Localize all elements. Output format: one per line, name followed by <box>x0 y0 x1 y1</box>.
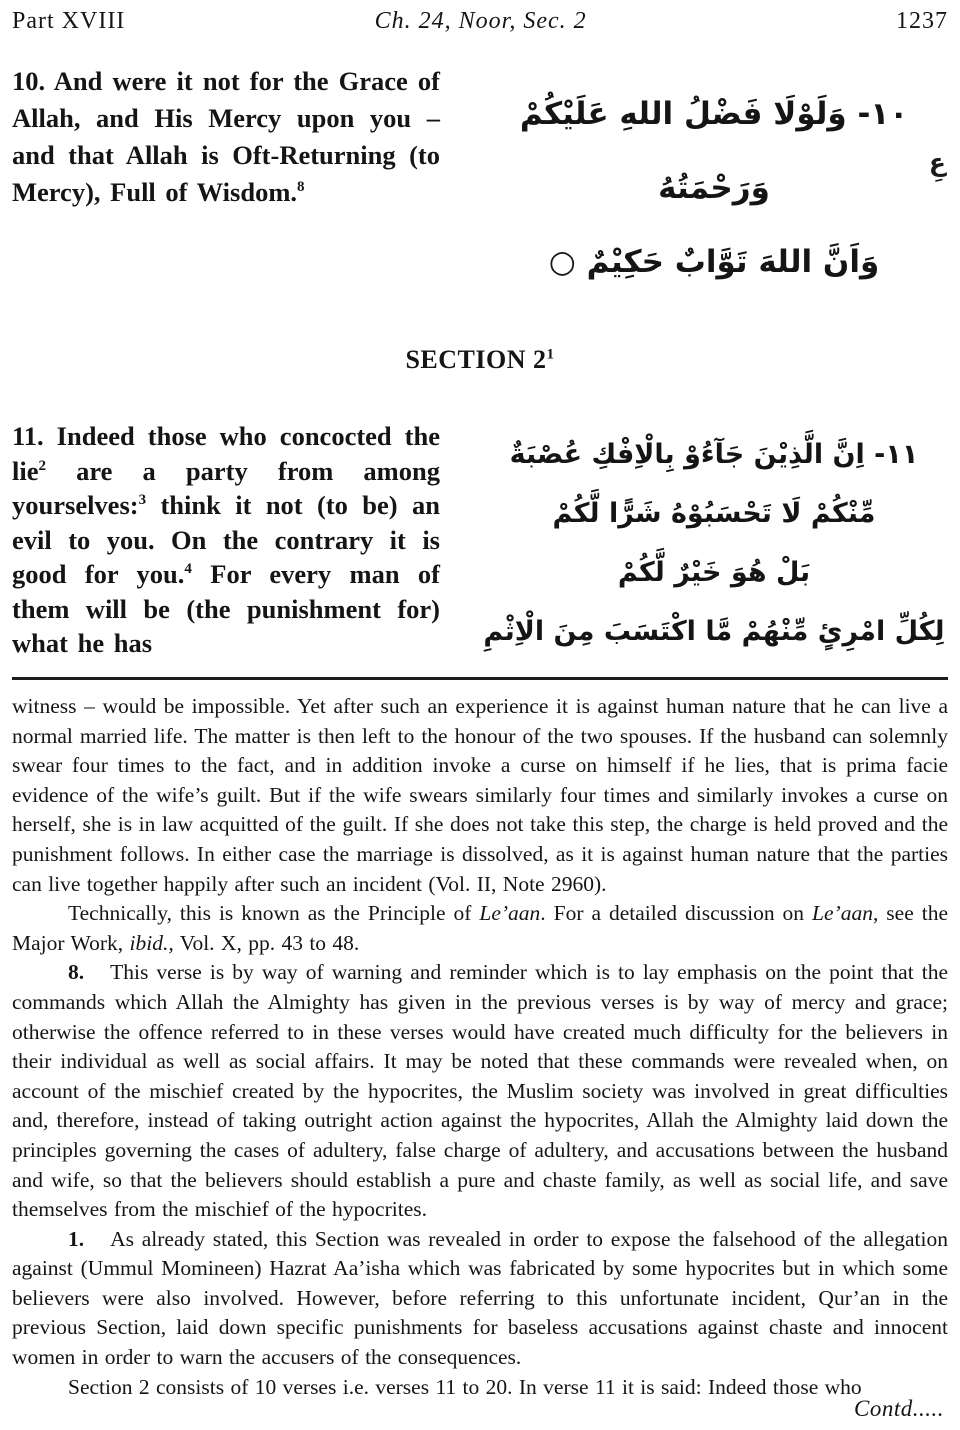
ruku-marker: عِ <box>928 148 946 177</box>
section-heading-footnote-ref: 1 <box>546 346 555 363</box>
footnote-divider <box>12 677 948 680</box>
verse-11-arabic-text: ١١- اِنَّ الَّذِيْنَ جَآءُوْ بِالْاِفْكِ عُصْبَةٌ مِّنْكُمْ لَا تَحْسَبُوْهُ شَرًّا لَّكُمْ بَلْ هُوَ خَيْرٌ لَّكُمْ لِكُلِّ امْرِئٍ مِّنْهُمْ مَّا اكْتَسَبَ مِنَ الْاِثْمِ <box>483 439 945 647</box>
verse-10-translation: 10. And were it not for the Grace of Allah, and His Mercy upon you – and that Allah is Oft-Returning (to Mercy), Full of Wisdom.$^8$ <box>12 66 440 207</box>
section-heading-label: SECTION 2 <box>405 345 547 374</box>
footnote-paragraph: Section 2 consists of 10 verses i.e. verses 11 to 20. In verse 11 it is said: Indeed those who <box>68 1374 862 1399</box>
header-page-number: 1237 <box>896 8 948 34</box>
footnotes-section <box>12 692 948 1402</box>
header-part-label: Part XVIII <box>12 8 126 34</box>
contd-label: Contd..... <box>854 1396 944 1421</box>
footnote-paragraph: witness – would be impossible. Yet after such an experience it is against human nature that he can live a normal married life. The matter is then left to the honour of the two spouses. If the husband can solemnly swear four times to the fact, and in addition invoke a curse on himself if he lies, that is prima facie evidence of the wife’s guilt. But if the wife swears similarly four times and similarly invokes a curse on herself, she is in law acquitted of the guilt. If she does not take this step, the charge is held proved and the punishment follows. In either case the marriage is dissolved, as it is against human nature that the parties can live together happily after such an incident (Vol. II, Note 2960). <box>12 694 948 896</box>
verse-10-arabic-text: ١٠- وَلَوْلَا فَضْلُ اللهِ عَلَيْكُمْ وَرَحْمَتُهُ وَاَنَّ اللهَ تَوَّابٌ حَكِيْمٌ ○ <box>519 96 909 280</box>
verse-11-row <box>12 419 948 661</box>
footnote-paragraph: 1. As already stated, this Section was revealed in order to expose the falsehood of the allegation against (Ummul Momineen) Hazrat Aa’isha which was fabricated by some hypocrites but in which some believers were also involved. However, before referring to this unfortunate incident, Qur’an in the previous Section, laid down specific punishments for baseless accusations against chaste and innocent women in order to warn the accusers of the consequences. <box>12 1226 948 1370</box>
verse-11-translation: 11. Indeed those who concocted the lie$^2$ are a party from among yourselves:$^3$ think it not (to be) an evil to you. On the contrary it is good for you.$^4$ For every man of them will be (the punishment for) what he has <box>12 421 440 658</box>
header-chapter-label: Ch. 24, Noor, Sec. 2 <box>374 8 587 34</box>
footnote-paragraph: 8. This verse is by way of warning and reminder which is to lay emphasis on the point that the commands which Allah the Almighty has given in the previous verses is by way of mercy and grace; otherwise the offence referred to in these verses would have created much difficulty for the believers in their individual as well as social affairs. It may be noted that these commands were revealed when, on account of the mischief created by the hypocrites, the Muslim society was involved in great difficulties and, therefore, instead of taking outright action against the hypocrites, Allah the Almighty laid down the principles governing the cases of adultery, false charge of adultery, and accusations between the husband and wife, so that the believers should establish a pure and chaste family, as well as social life, and save themselves from the mischief of the hypocrites. <box>12 960 948 1222</box>
footnote-paragraph: Technically, this is known as the Principle of Le’aan. For a detailed discussion on Le’aan, see the Major Work, ibid., Vol. X, pp. 43 to 48. <box>12 901 948 955</box>
page-header <box>12 8 948 35</box>
verse-10-row <box>12 63 948 299</box>
section-heading <box>12 345 948 375</box>
